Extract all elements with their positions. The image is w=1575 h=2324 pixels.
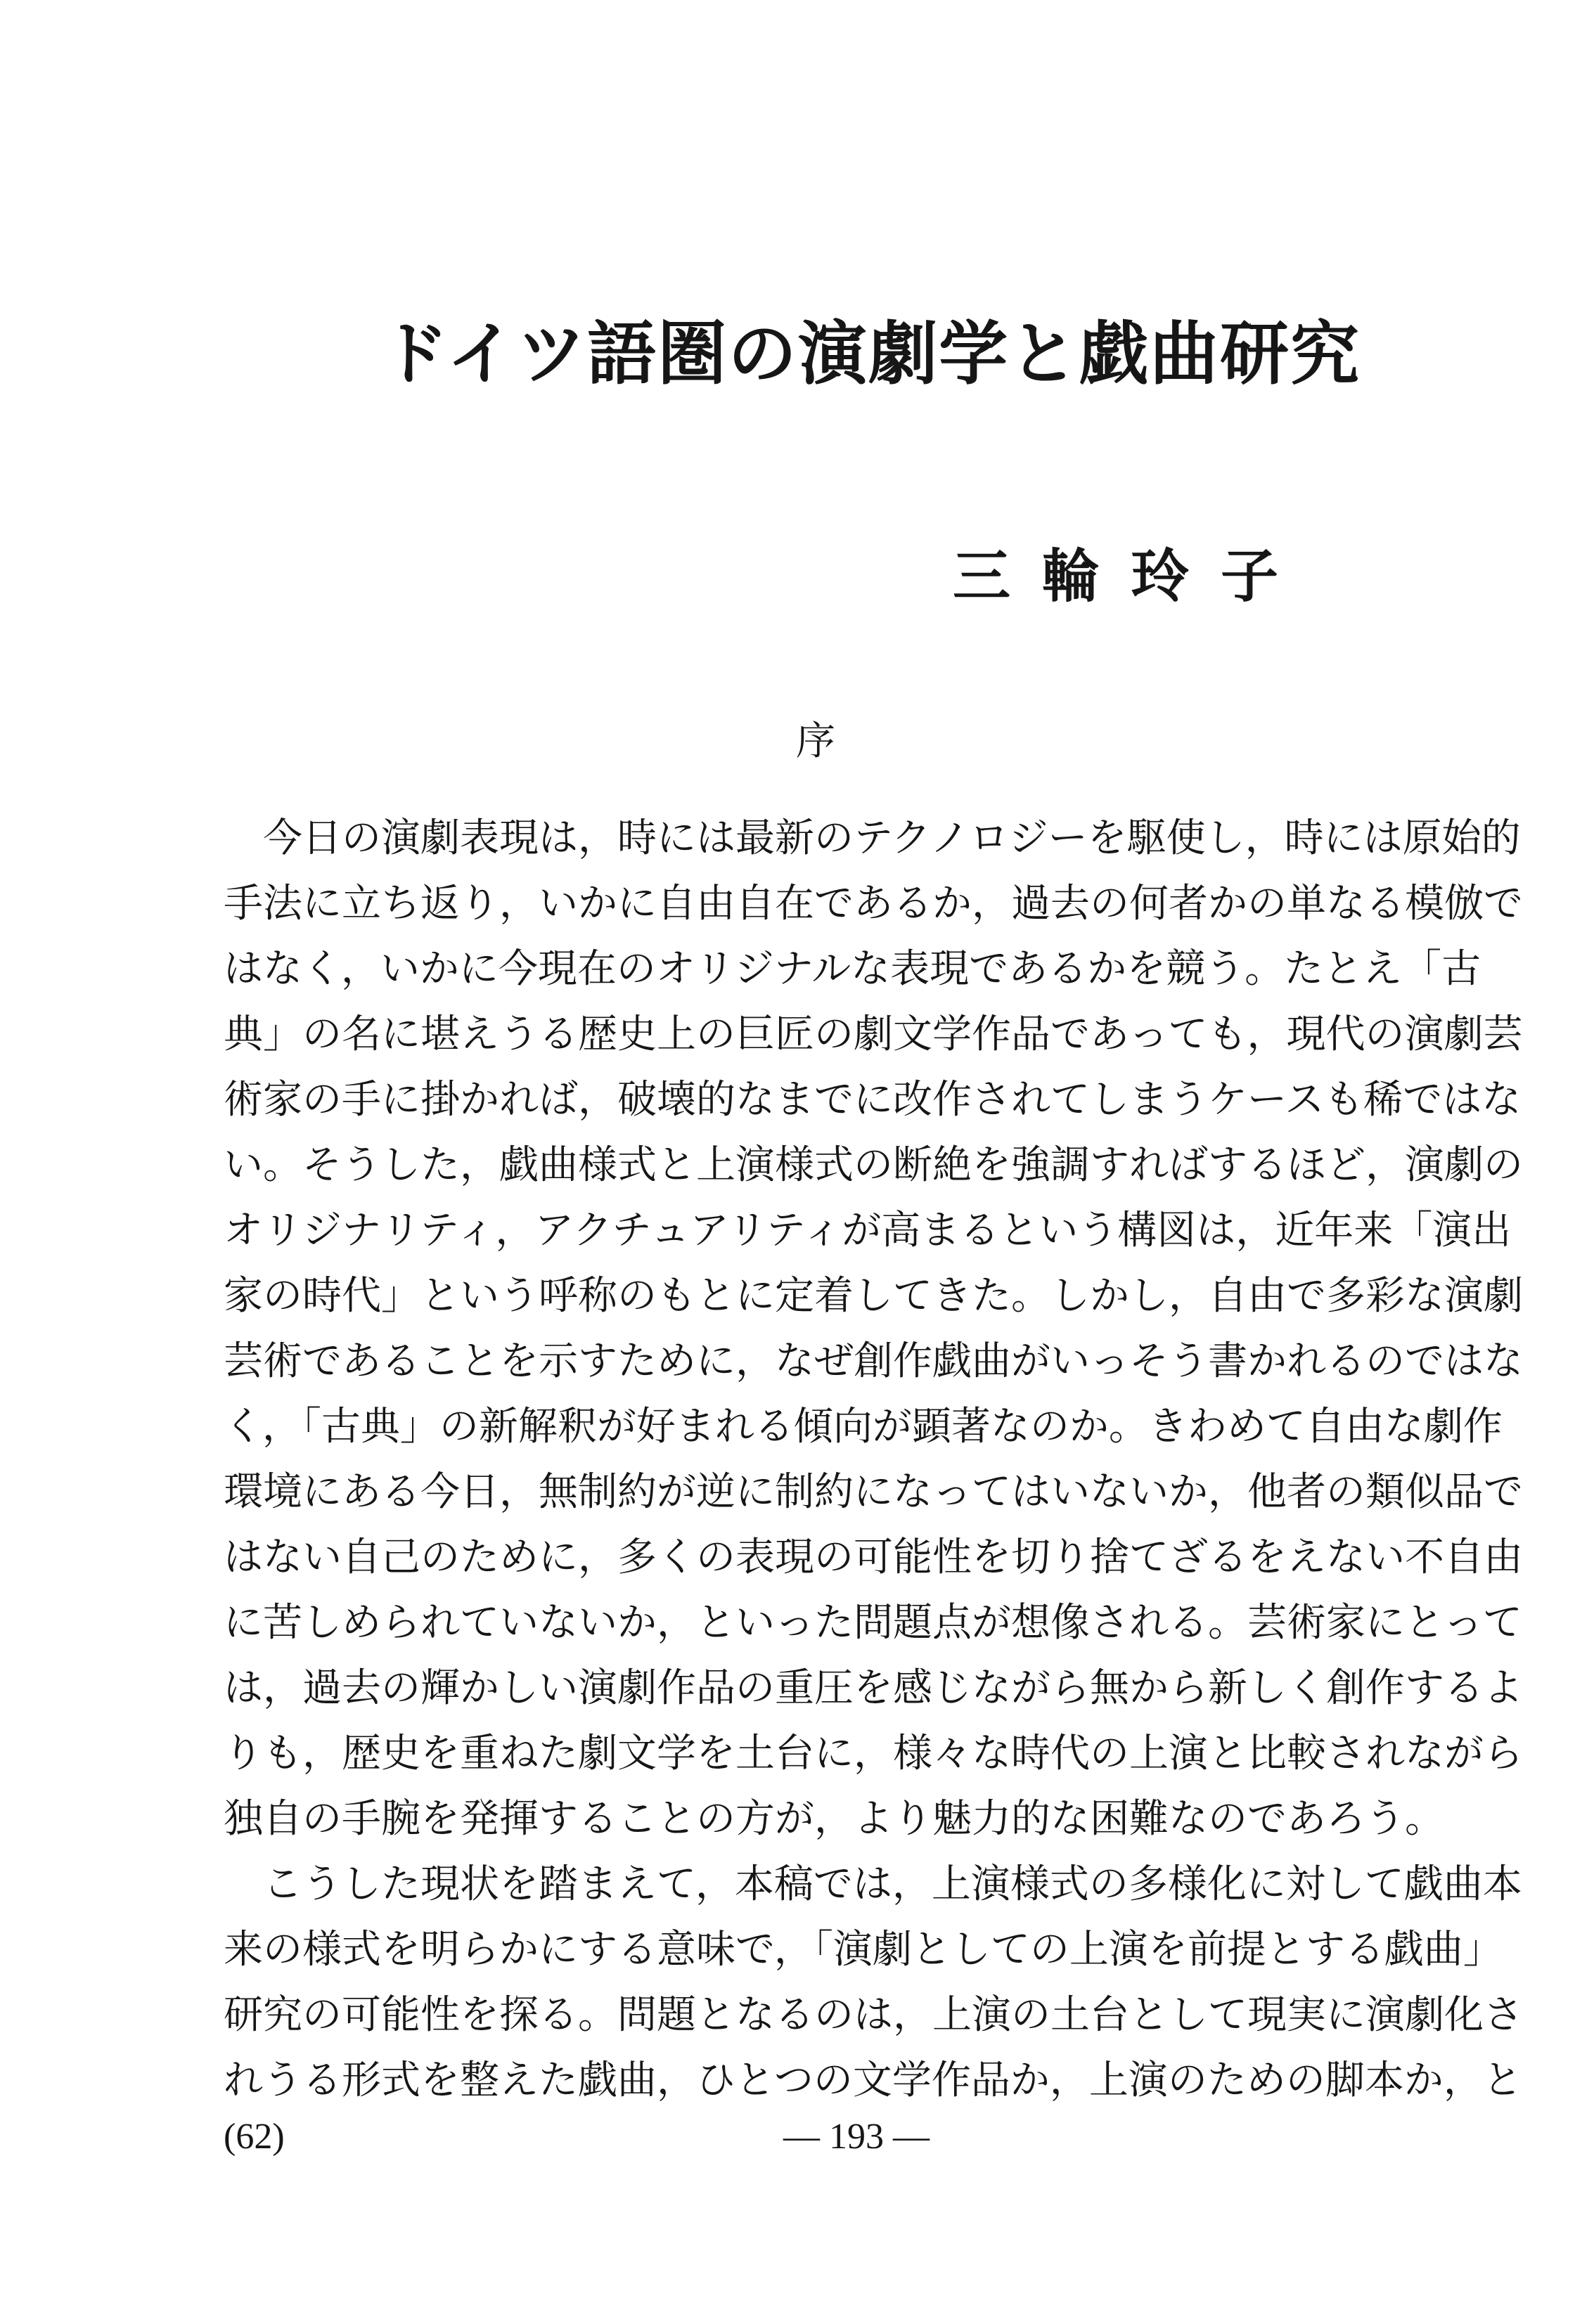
page-footer (224, 2116, 1391, 2165)
author-name: 三輪玲子 (953, 543, 1311, 610)
text-line: オリジナリティ，アクチュアリティが高まるという構図は，近年来「演出 (224, 1208, 1512, 1253)
text-line: 典」の名に堪えうる歴史上の巨匠の劇文学作品であっても，現代の演劇芸 (224, 1012, 1523, 1057)
text-line: 手法に立ち返り，いかに自由自在であるか，過去の何者かの単なる模倣で (224, 881, 1523, 927)
text-line: 芸術であることを示すために，なぜ創作戯曲がいっそう書かれるのではな (224, 1338, 1523, 1384)
text-line: く，「古典」の新解釈が好まれる傾向が顕著なのか。きわめて自由な劇作 (224, 1404, 1503, 1450)
text-line: い。そうした，戯曲様式と上演様式の断絶を強調すればするほど，演劇の (224, 1142, 1523, 1188)
journal-page-number: (62) (224, 2117, 285, 2157)
text-line: りも，歴史を重ねた劇文学を土台に，様々な時代の上演と比較されながら (224, 1731, 1523, 1776)
text-line: は，過去の輝かしい演劇作品の重圧を感じながら無から新しく創作するよ (224, 1665, 1523, 1711)
page-number: — 193 — (783, 2117, 930, 2157)
text-line: 今日の演劇表現は，時には最新のテクノロジーを駆使し，時には原始的 (263, 815, 1521, 861)
text-line: れうる形式を整えた戯曲，ひとつの文学作品か，上演のための脚本か，と (224, 2058, 1522, 2103)
text-line: こうした現状を踏まえて，本稿では，上演様式の多様化に対して戯曲本 (263, 1861, 1522, 1907)
text-line: 術家の手に掛かれば，破壊的なまでに改作されてしまうケースも稀ではな (224, 1077, 1522, 1123)
paragraph (224, 806, 1523, 1852)
paragraph (224, 1852, 1523, 2113)
text-line: 研究の可能性を探る。問題となるのは，上演の土台として現実に演劇化さ (224, 1992, 1523, 2038)
text-line: 来の様式を明らかにする意味で，「演劇としての上演を前提とする戯曲」 (224, 1927, 1503, 1973)
text-line: に苦しめられていないか，といった問題点が想像される。芸術家にとって (224, 1600, 1522, 1646)
article-title: ドイツ語圏の演劇学と戯曲研究 (380, 314, 1361, 394)
text-line: はない自己のために，多くの表現の可能性を切り捨てざるをえない不自由 (224, 1535, 1523, 1580)
body-text (224, 806, 1523, 2113)
text-line: 独自の手腕を発揮することの方が，より魅力的な困難なのであろう。 (224, 1796, 1444, 1842)
section-heading: 序 (796, 718, 835, 764)
text-line: はなく，いかに今現在のオリジナルな表現であるかを競う。たとえ「古 (224, 946, 1481, 992)
text-line: 家の時代」という呼称のもとに定着してきた。しかし，自由で多彩な演劇 (224, 1273, 1523, 1319)
text-line: 環境にある今日，無制約が逆に制約になってはいないか，他者の類似品で (224, 1469, 1523, 1515)
